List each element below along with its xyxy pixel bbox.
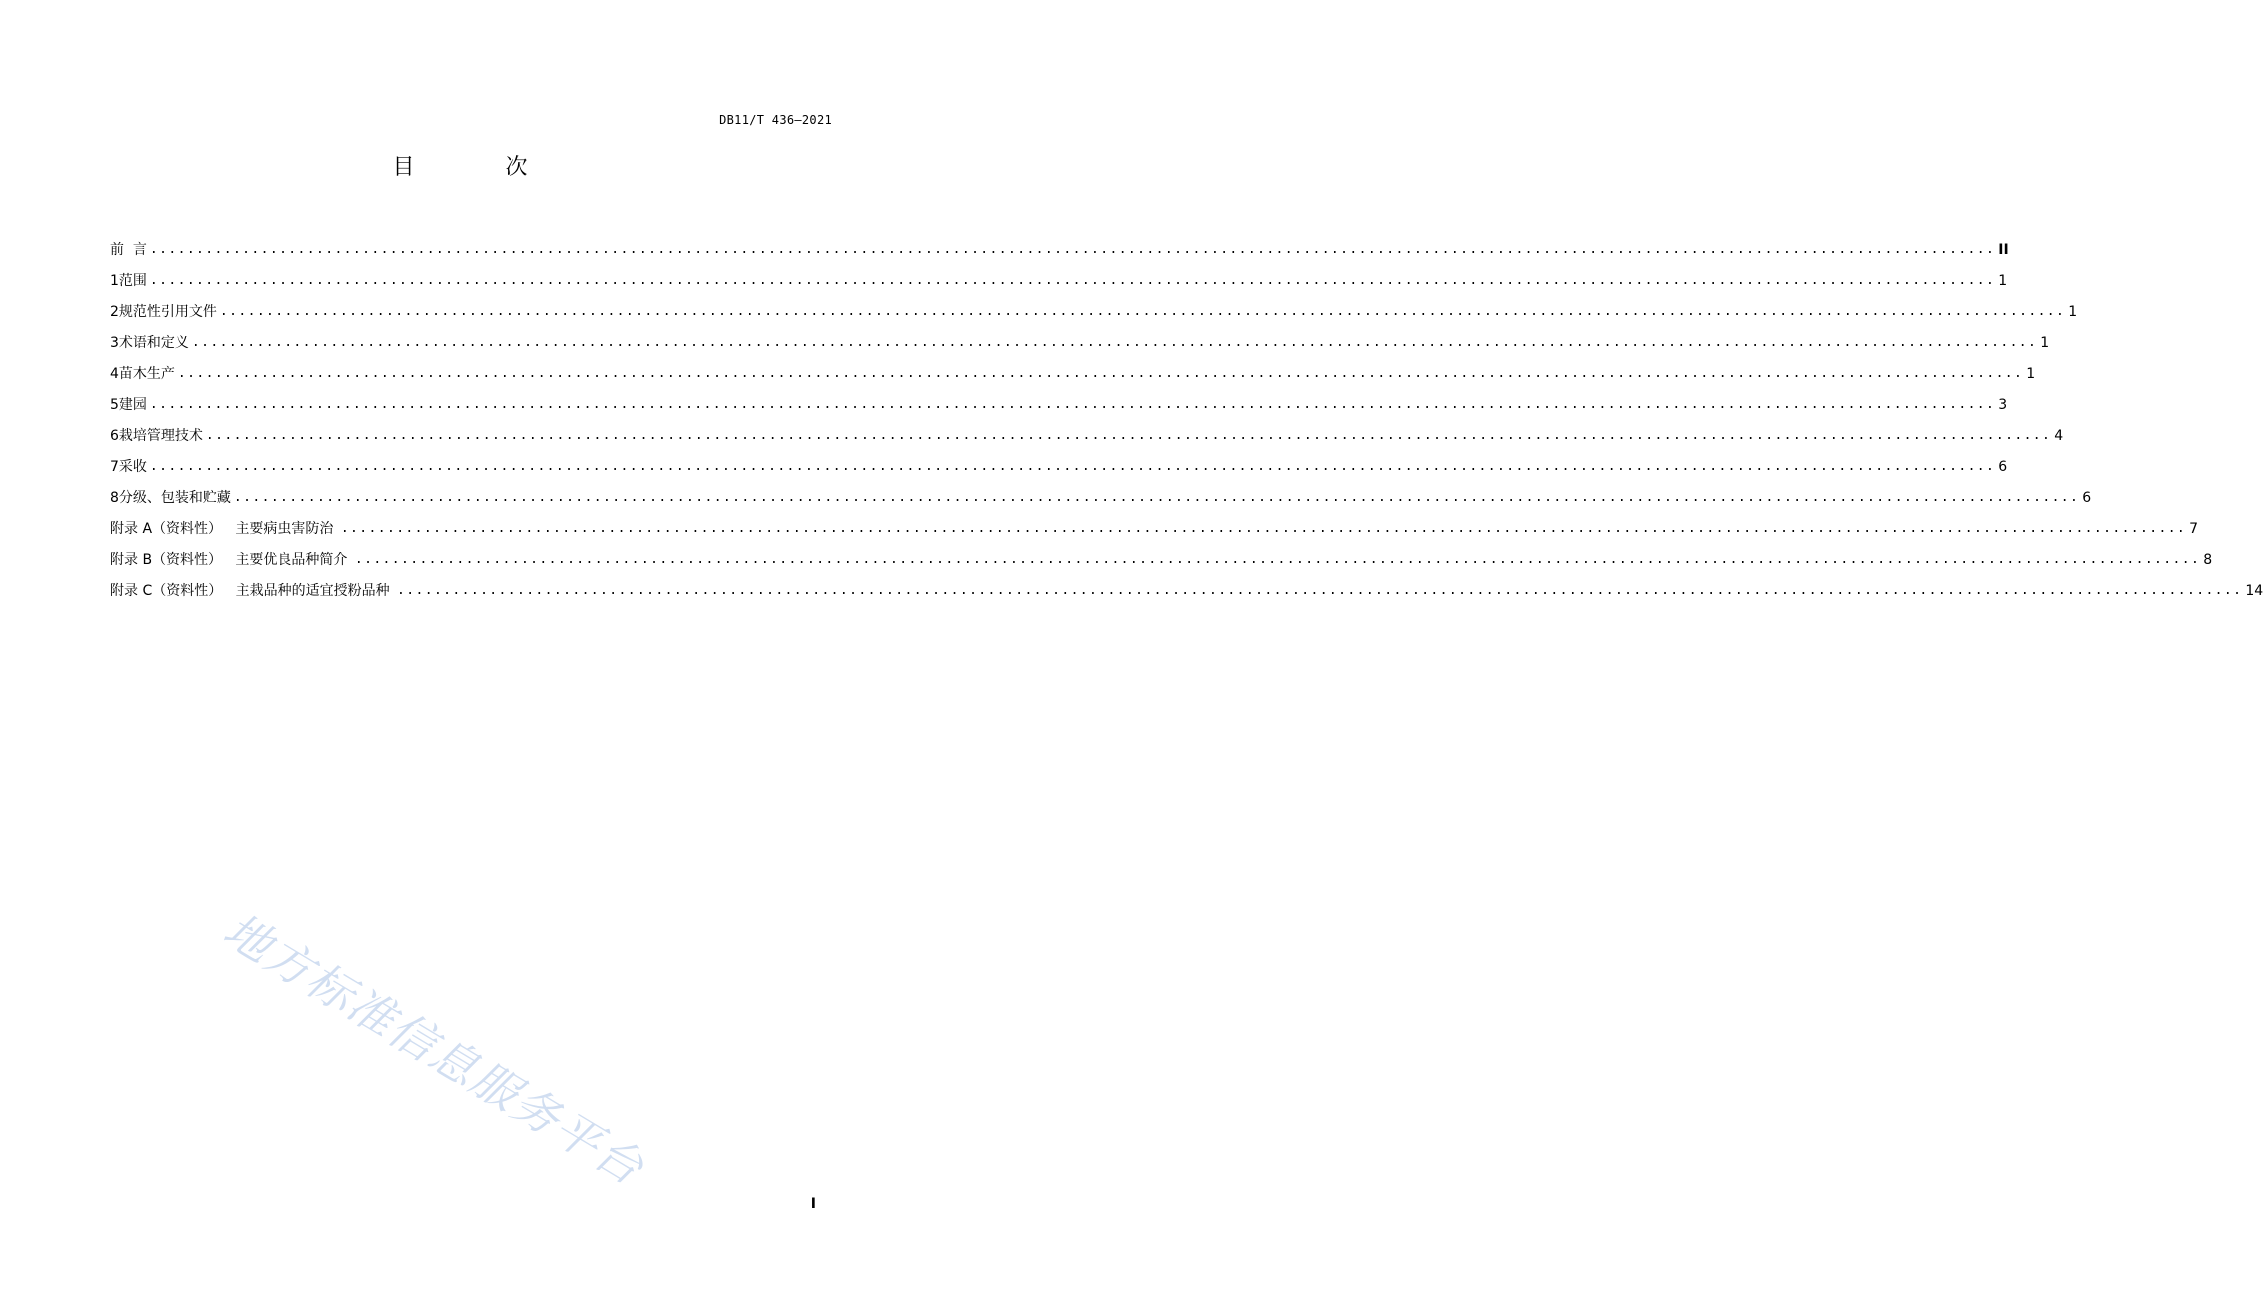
toc-entry-number: 8 bbox=[110, 490, 119, 506]
toc-entry[interactable] bbox=[110, 569, 2263, 600]
toc-entry-page: 6 bbox=[1998, 459, 2008, 475]
toc-entry[interactable] bbox=[110, 507, 2199, 538]
toc-entry-page: 8 bbox=[2203, 552, 2213, 568]
toc-entry[interactable] bbox=[110, 383, 2008, 414]
toc-leader-dots: ........................................................................................................................................................................................................ bbox=[354, 552, 2201, 567]
toc-entry[interactable] bbox=[110, 259, 2008, 290]
toc-entry-label: 规范性引用文件 bbox=[118, 304, 217, 320]
toc-title: 目 次 bbox=[392, 155, 570, 180]
toc-leader-dots: ........................................................................................................................................................................................................ bbox=[219, 304, 2066, 319]
toc-leader-dots: ........................................................................................................................................................................................................ bbox=[191, 335, 2038, 350]
page-number: I bbox=[810, 1196, 816, 1212]
toc-entry[interactable] bbox=[110, 476, 2092, 507]
toc-leader-dots: ........................................................................................................................................................................................................ bbox=[149, 242, 1996, 257]
toc-leader-dots: ........................................................................................................................................................................................................ bbox=[149, 273, 1996, 288]
toc-entry-number: 2 bbox=[110, 304, 119, 320]
toc-entry-number: 1 bbox=[110, 273, 119, 289]
toc-entry-label: 附录 B（资料性） 主要优良品种简介 bbox=[110, 552, 352, 568]
table-of-contents bbox=[110, 228, 2263, 600]
toc-entry-label: 范围 bbox=[118, 273, 147, 289]
toc-leader-dots: ........................................................................................................................................................................................................ bbox=[149, 459, 1996, 474]
toc-entry-page: 4 bbox=[2054, 428, 2064, 444]
toc-leader-dots: ........................................................................................................................................................................................................ bbox=[233, 490, 2080, 505]
toc-entry[interactable] bbox=[110, 321, 2050, 352]
toc-entry-label: 分级、包装和贮藏 bbox=[118, 490, 231, 506]
toc-entry-label: 附录 A（资料性） 主要病虫害防治 bbox=[110, 521, 338, 537]
toc-entry-page: 1 bbox=[2040, 335, 2050, 351]
toc-entry-number: 3 bbox=[110, 335, 119, 351]
toc-leader-dots: ........................................................................................................................................................................................................ bbox=[397, 583, 2243, 598]
toc-entry-page: 1 bbox=[2068, 304, 2078, 320]
toc-leader-dots: ........................................................................................................................................................................................................ bbox=[149, 397, 1996, 412]
toc-entry-page: 1 bbox=[1998, 273, 2008, 289]
toc-entry-page: 7 bbox=[2189, 521, 2199, 537]
toc-entry-page: 6 bbox=[2082, 490, 2092, 506]
toc-entry-number: 4 bbox=[110, 366, 119, 382]
document-code: DB11/T 436—2021 bbox=[719, 113, 832, 127]
toc-entry-number: 6 bbox=[110, 428, 119, 444]
toc-entry[interactable] bbox=[110, 290, 2078, 321]
toc-entry-page: II bbox=[1998, 242, 2009, 258]
toc-entry-label: 前 言 bbox=[110, 242, 147, 258]
toc-entry[interactable] bbox=[110, 538, 2213, 569]
toc-leader-dots: ........................................................................................................................................................................................................ bbox=[340, 521, 2187, 536]
toc-entry-label: 术语和定义 bbox=[118, 335, 189, 351]
toc-entry[interactable] bbox=[110, 228, 2009, 259]
toc-entry-label: 采收 bbox=[118, 459, 147, 475]
toc-entry-label: 栽培管理技术 bbox=[118, 428, 203, 444]
toc-entry-page: 1 bbox=[2026, 366, 2036, 382]
toc-entry-label: 苗木生产 bbox=[118, 366, 175, 382]
watermark: 地方标准信息服务平台 bbox=[214, 902, 654, 1196]
toc-entry-label: 建园 bbox=[118, 397, 147, 413]
toc-leader-dots: ........................................................................................................................................................................................................ bbox=[177, 366, 2024, 381]
toc-entry-number: 5 bbox=[110, 397, 119, 413]
toc-entry-page: 3 bbox=[1998, 397, 2008, 413]
toc-entry-number: 7 bbox=[110, 459, 119, 475]
toc-entry-page: 14 bbox=[2245, 583, 2263, 599]
toc-entry[interactable] bbox=[110, 352, 2036, 383]
toc-entry-label: 附录 C（资料性） 主栽品种的适宜授粉品种 bbox=[110, 583, 395, 599]
toc-entry[interactable] bbox=[110, 445, 2008, 476]
toc-entry[interactable] bbox=[110, 414, 2064, 445]
toc-leader-dots: ........................................................................................................................................................................................................ bbox=[205, 428, 2052, 443]
